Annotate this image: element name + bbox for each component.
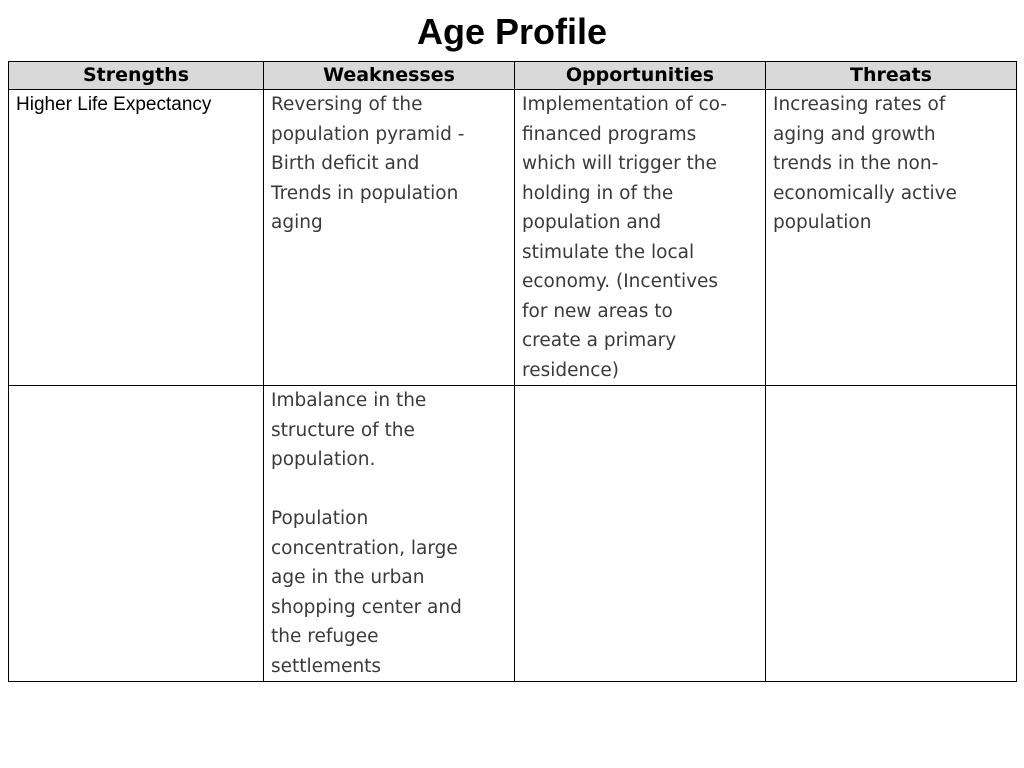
cell-opportunities [515, 386, 766, 682]
cell-strengths [9, 386, 264, 682]
cell-threats: Increasing rates of aging and growth trends in the non- economically active population [766, 90, 1017, 386]
table-header-row [9, 62, 1017, 90]
cell-threats [766, 386, 1017, 682]
swot-table [8, 61, 1017, 682]
header-weaknesses: Weaknesses [264, 62, 515, 90]
table-row [9, 386, 1017, 682]
cell-weaknesses: Reversing of the population pyramid - Birth deficit and Trends in population aging [264, 90, 515, 386]
cell-opportunities: Implementation of co- financed programs which will trigger the holding in of the population and stimulate the local economy. (Incentives for new areas to create a primary residence) [515, 90, 766, 386]
page-title: Age Profile [416, 11, 608, 52]
table-row [9, 90, 1017, 386]
header-threats: Threats [766, 62, 1017, 90]
cell-strengths: Higher Life Expectancy [9, 90, 264, 386]
header-opportunities: Opportunities [515, 62, 766, 90]
cell-weaknesses: Imbalance in the structure of the population. Population concentration, large age in the urban shopping center and the refugee settlements [264, 386, 515, 682]
header-strengths: Strengths [9, 62, 264, 90]
